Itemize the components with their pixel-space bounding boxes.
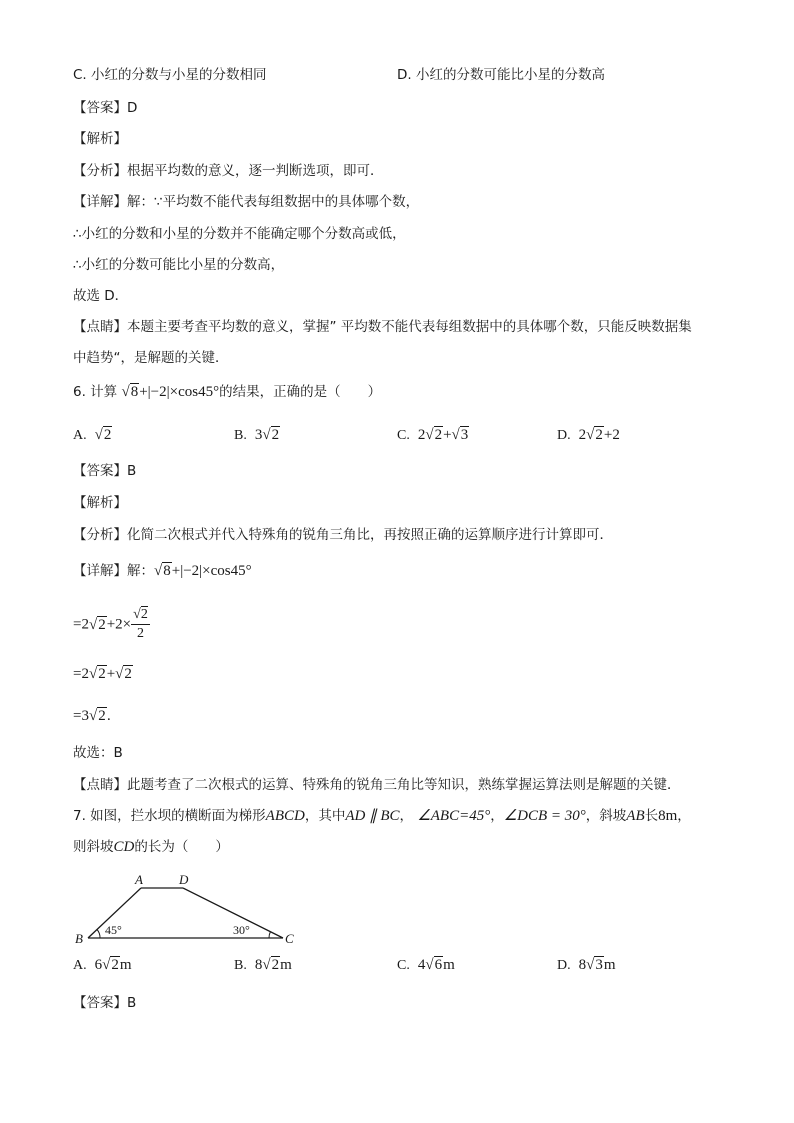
trapezoid-figure [70, 868, 310, 950]
q6-step-1 [73, 606, 150, 643]
option-label: B. [234, 958, 247, 973]
radicand: 2 [595, 427, 603, 443]
q5-detail-line-2: ∴小红的分数和小星的分数并不能确定哪个分数高或低， [73, 226, 406, 242]
q7-stem-line-1 [73, 807, 691, 825]
answer-tag: 【答案】 [73, 463, 127, 479]
sqrt-expression: √3 [586, 957, 603, 973]
math-text: AD ∥ BC [345, 808, 400, 824]
sqrt-expression: √2 [88, 666, 106, 682]
q5-answer-line [73, 99, 137, 117]
coefficient: 8 [254, 957, 263, 973]
q6-step-3 [73, 707, 120, 725]
q6-stem [73, 383, 381, 401]
detail-prefix: 解： [127, 563, 154, 579]
period: ． [106, 708, 121, 724]
q7-option-d [557, 957, 616, 974]
q6-option-d [557, 427, 620, 444]
answer-value: D [127, 100, 138, 116]
q7-stem-line-2 [73, 838, 229, 856]
q6-option-a [73, 427, 112, 444]
radicand: 8 [130, 384, 139, 400]
q6-fenxi-line [73, 526, 613, 544]
sqrt-expression: √2 [262, 427, 280, 443]
sqrt-expression: √6 [425, 957, 443, 973]
vertex-label-d: D [179, 872, 189, 887]
math-text: ∠ABC=45° [417, 808, 491, 824]
dianjing-tag: 【点睛】 [73, 777, 127, 793]
vertex-label-c: C [285, 931, 294, 946]
sqrt-expression: √2 [94, 427, 112, 443]
q6-dianjing-line [73, 776, 681, 794]
sqrt-expression: √8 [154, 563, 171, 579]
q5-option-c: C. 小红的分数与小星的分数相同 [73, 67, 267, 83]
fenxi-text: 根据平均数的意义，逐一判断选项，即可． [127, 163, 384, 179]
coefficient: 2 [81, 616, 89, 633]
equals-sign: = [73, 616, 82, 633]
q6-expr-rest: +|−2|×cos45° [171, 563, 252, 579]
radicand: 2 [124, 666, 132, 682]
option-label: D. [557, 958, 571, 973]
dianjing-tag: 【点睛】 [73, 319, 127, 335]
angle-label-c: 30° [233, 923, 250, 937]
answer-value: B [127, 995, 137, 1011]
radicand: 2 [103, 427, 112, 443]
math-text: ABCD [265, 808, 305, 824]
sqrt-expression: √2 [425, 427, 443, 443]
option-label: A. [73, 428, 87, 443]
text: 的长为（ ） [134, 839, 229, 855]
operator: +2 [603, 427, 620, 443]
unit: m [443, 957, 455, 973]
equals-sign: = [73, 708, 82, 724]
radicand: 2 [271, 427, 280, 443]
math-text: ∠DCB = 30° [503, 808, 586, 824]
math-text: AB [626, 808, 645, 824]
option-label: A. [73, 958, 87, 973]
coefficient: 4 [417, 957, 426, 973]
q7-answer-line [73, 994, 136, 1012]
sqrt-expression: √2 [102, 957, 119, 973]
text: 则斜坡 [73, 839, 114, 855]
sqrt-expression: √2 [115, 666, 132, 682]
sqrt-expression: √2 [262, 957, 280, 973]
q6-choose: 故选：B [73, 745, 123, 761]
option-label: B. [234, 428, 247, 443]
sqrt-expression: √3 [451, 427, 469, 443]
text: ， [399, 808, 414, 824]
coefficient: 2 [417, 427, 426, 443]
radicand: 2 [434, 427, 443, 443]
q5-detail-line-4: 故选 D． [73, 288, 129, 304]
q7-option-b [234, 957, 292, 974]
q6-stem-prefix: 6. 计算 [73, 384, 118, 400]
q5-dianjing-line-1 [73, 318, 692, 336]
coefficient: 3 [81, 708, 89, 724]
q5-option-d: D. 小红的分数可能比小星的分数高 [397, 67, 605, 83]
angle-label-b: 45° [105, 923, 122, 937]
radicand: 2 [98, 708, 106, 724]
q7-option-c [397, 957, 455, 974]
coefficient: 2 [578, 427, 587, 443]
text: ，斜坡 [585, 808, 627, 824]
operator: + [443, 427, 452, 443]
fraction-numerator: √2 [131, 606, 150, 625]
fenxi-text: 化简二次根式并代入特殊角的锐角三角比，再按照正确的运算顺序进行计算即可． [127, 527, 613, 543]
radicand: 3 [595, 957, 603, 973]
sqrt-expression: √8 [121, 384, 139, 400]
detail-tag: 【详解】 [73, 563, 127, 579]
text: ， [677, 808, 691, 824]
math-text: 8m [658, 808, 678, 824]
operator: + [106, 666, 116, 682]
dianjing-text: 本题主要考查平均数的意义，掌握” 平均数不能代表每组数据中的具体哪个数，只能反映数据集 [127, 319, 692, 335]
radicand: 2 [111, 957, 119, 973]
option-label: C. [397, 428, 410, 443]
coefficient: 2 [81, 666, 89, 682]
q6-detail-line [73, 562, 252, 580]
q5-detail-line-3: ∴小红的分数可能比小星的分数高， [73, 257, 285, 273]
answer-tag: 【答案】 [73, 100, 127, 116]
q6-stem-suffix: 的结果，正确的是（ ） [219, 384, 382, 400]
radicand: 8 [163, 563, 171, 579]
q5-fenxi-line [73, 162, 384, 180]
q5-dianjing-line-2: 中趋势“，是解题的关键． [73, 350, 229, 366]
option-label: C. [397, 958, 410, 973]
radicand: 6 [434, 957, 443, 973]
dianjing-text: 此题考查了二次根式的运算、特殊角的锐角三角比等知识，熟练掌握运算法则是解题的关键． [127, 777, 681, 793]
sqrt-expression: √2 [586, 427, 603, 443]
vertex-label-a: A [135, 872, 143, 887]
text: ，其中 [304, 808, 346, 824]
detail-tag: 【详解】 [73, 194, 127, 210]
fraction-denominator: 2 [136, 626, 144, 641]
answer-tag: 【答案】 [73, 995, 127, 1011]
q6-analysis-tag: 【解析】 [73, 495, 127, 511]
answer-value: B [127, 463, 137, 479]
operator: +2× [106, 616, 132, 633]
coefficient: 8 [578, 957, 587, 973]
text: 长 [644, 808, 659, 824]
radicand: 2 [98, 616, 106, 633]
q5-detail-line-1 [73, 193, 419, 211]
radicand: 3 [460, 427, 469, 443]
fenxi-tag: 【分析】 [73, 527, 127, 543]
sqrt-expression: √2 [88, 708, 106, 724]
radicand: 2 [140, 607, 148, 622]
unit: m [603, 957, 616, 973]
q5-analysis-tag: 【解析】 [73, 131, 127, 147]
text: ， [490, 808, 504, 824]
angle-arc-b [97, 930, 100, 939]
fenxi-tag: 【分析】 [73, 163, 127, 179]
q6-step-2 [73, 665, 133, 683]
coefficient: 3 [254, 427, 263, 443]
vertex-label-b: B [75, 931, 83, 946]
q6-option-b [234, 427, 280, 444]
math-text: CD [113, 839, 135, 855]
radicand: 2 [271, 957, 280, 973]
radicand: 2 [98, 666, 106, 682]
equals-sign: = [73, 666, 82, 682]
angle-arc-c [269, 932, 271, 939]
option-label: D. [557, 428, 571, 443]
q6-expr-rest: +|−2|×cos45° [139, 384, 220, 400]
sqrt-expression: √2 [88, 616, 106, 633]
q6-option-c [397, 427, 469, 444]
q6-answer-line [73, 462, 136, 480]
text: 7. 如图，拦水坝的横断面为梯形 [73, 808, 266, 824]
q7-option-a [73, 957, 132, 974]
coefficient: 6 [94, 957, 103, 973]
detail-text: 解：∵平均数不能代表每组数据中的具体哪个数， [127, 194, 420, 210]
unit: m [280, 957, 292, 973]
unit: m [119, 957, 132, 973]
fraction [131, 606, 150, 643]
